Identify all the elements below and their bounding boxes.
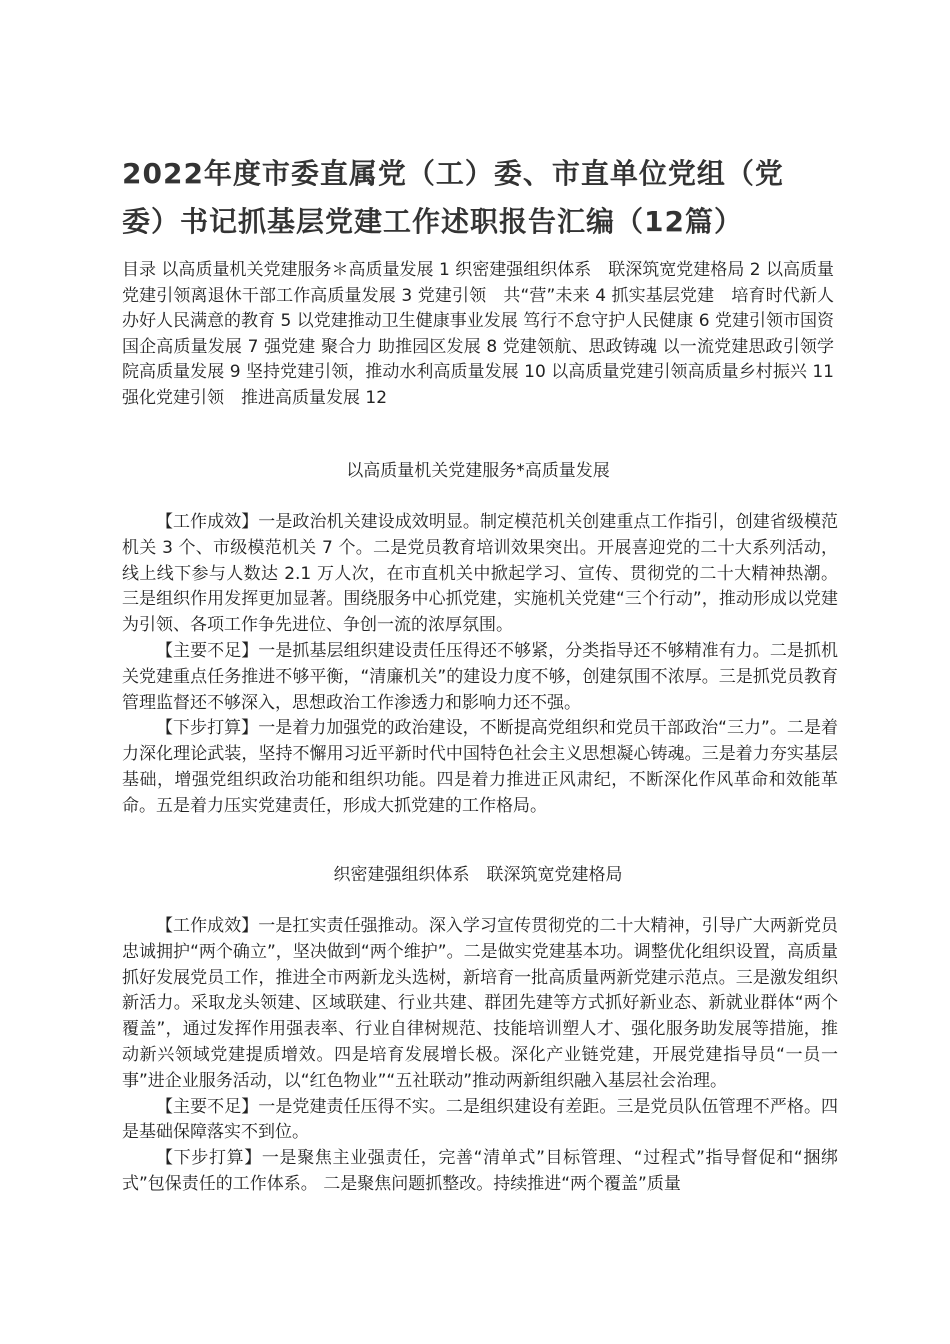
document-title <box>122 150 822 246</box>
section-2-next-steps: 【下步打算】一是聚焦主业强责任，完善“清单式”目标管理、“过程式”指导督促和“捆绑式”包保责任的工作体系。 二是聚焦问题抓整改。持续推进“两个覆盖”质量 <box>122 1148 838 1194</box>
title-line-2: 委）书记抓基层党建工作述职报告汇编（12篇） <box>122 205 743 238</box>
section-2-achievements: 【工作成效】一是扛实责任强推动。深入学习宣传贯彻党的二十大精神，引导广大两新党员忠诚拥护“两个确立”，坚决做到“两个维护”。二是做实党建基本功。调整优化组织设置，高质量抓好发展党员工作，推进全市两新龙头选树，新培育一批高质量两新党建示范点。三是激发组织新活力。采取龙头领建、区域联建、行业共建、群团先建等方式抓好新业态、新就业群体“两个覆盖”，通过发挥作用强表率、行业自律树规范、技能培训塑人才、强化服务助发展等措施，推动新兴领域党建提质增效。四是培育发展增长极。深化产业链党建，开展党建指导员“一员一事”进企业服务活动，以“红色物业”“五社联动”推动两新组织融入基层社会治理。 <box>122 916 838 1091</box>
section-2-body <box>122 914 838 1198</box>
table-of-contents: 目录 以高质量机关党建服务＊高质量发展 1 织密建强组织体系 联深筑宽党建格局 2 以高质量党建引领离退休干部工作高质量发展 3 党建引领 共“营”未来 4 抓实基层党建 培育时代新人 办好人民满意的教育 5 以党建推动卫生健康事业发展 笃行不怠守护人民健康 6 党建引领市国资国企高质量发展 7 强党建 聚合力 助推园区发展 8 党建领航、思政铸魂 以一流党建思政引领学院高质量发展 9 坚持党建引领，推动水利高质量发展 10 以高质量党建引领高质量乡村振兴 11 强化党建引领 推进高质量发展 12 <box>122 260 840 408</box>
section-1-body <box>122 510 838 820</box>
section-2-heading: 织密建强组织体系 联深筑宽党建格局 <box>333 865 623 885</box>
section-1-next-steps: 【下步打算】一是着力加强党的政治建设，不断提高党组织和党员干部政治“三力”。二是着力深化理论武装，坚持不懈用习近平新时代中国特色社会主义思想凝心铸魂。三是着力夯实基层基础，增强党组织政治功能和组织功能。四是着力推进正风肃纪，不断深化作风革命和效能革命。五是着力压实党建责任，形成大抓党建的工作格局。 <box>122 718 838 816</box>
section-1-shortcomings: 【主要不足】一是抓基层组织建设责任压得还不够紧，分类指导还不够精准有力。二是抓机关党建重点任务推进不够平衡，“清廉机关”的建设力度不够，创建氛围不浓厚。三是抓党员教育管理监督还不够深入，思想政治工作渗透力和影响力还不强。 <box>122 640 838 713</box>
section-1-achievements: 【工作成效】一是政治机关建设成效明显。制定模范机关创建重点工作指引，创建省级模范机关 3 个、市级模范机关 7 个。二是党员教育培训效果突出。开展喜迎党的二十大系列活动，线上线下参与人数达 2.1 万人次，在市直机关中掀起学习、宣传、贯彻党的二十大精神热潮。三是组织作用发挥更加显著。围绕服务中心抓党建，实施机关党建“三个行动”，推动形成以党建为引领、各项工作争先进位、争创一流的浓厚氛围。 <box>122 512 838 636</box>
section-2-shortcomings: 【主要不足】一是党建责任压得不实。二是组织建设有差距。三是党员队伍管理不严格。四是基础保障落实不到位。 <box>122 1096 838 1143</box>
title-line-1: 2022年度市委直属党（工）委、市直单位党组（党 <box>122 157 784 190</box>
section-1-heading: 以高质量机关党建服务*高质量发展 <box>346 461 610 481</box>
